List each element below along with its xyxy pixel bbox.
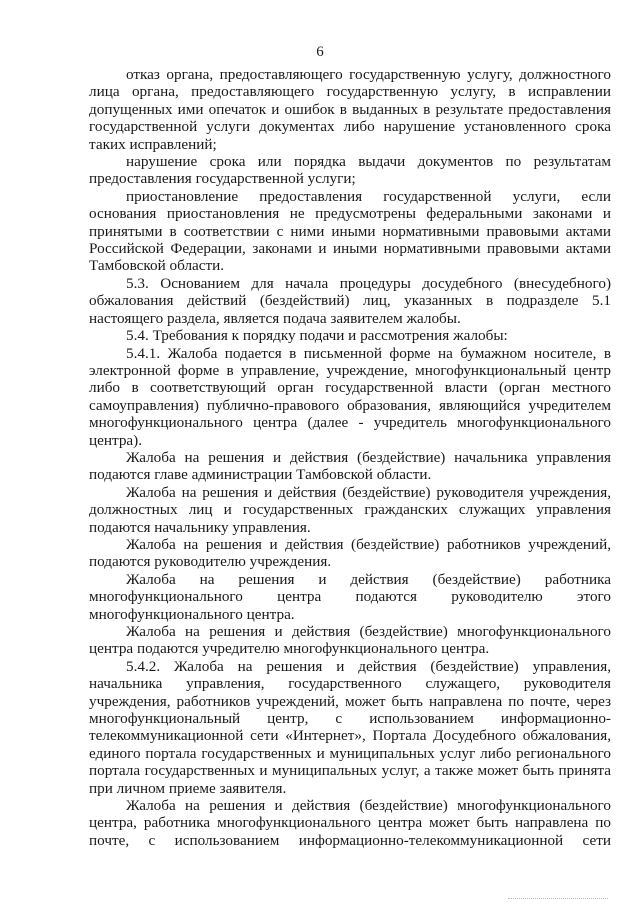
paragraph-5-4-1: 5.4.1. Жалоба подается в письменной форме на бумажном носителе, в электронной форме в управление, учреждение, многофункциональный центр либо в соответствующий орган государственной власти (орган местного самоуправления) публично-правового образования, являющийся учредителем многофункционального центра (далее - учредитель многофункционального центра). [89, 344, 611, 449]
scan-artifact [508, 898, 608, 901]
paragraph-complaint-mfc-channels: Жалоба на решения и действия (бездействие) многофункционального центра, работника многофункционального центра может быть направлена по почте, с использованием информационно-телекоммуникационной сети [89, 797, 611, 849]
paragraph-complaint-head: Жалоба на решения и действия (бездействие) начальника управления подаются главе администрации Тамбовской области. [89, 448, 611, 484]
paragraph-complaint-mfc: Жалоба на решения и действия (бездействие) многофункционального центра подаются учредителю многофункционального центра. [89, 623, 611, 658]
page-number: 6 [316, 44, 324, 60]
paragraph-5-4-2: 5.4.2. Жалоба на решения и действия (бездействие) управления, начальника управления, государственного служащего, руководителя учреждения, работников учреждений, может быть направлена по почте, через многофункциональный центр, с использованием информационно-телекоммуникационной сети «Интернет», Портала Досудебного обжалования, единого портала государственных и муниципальных услуг либо регионального портала государственных и муниципальных услуг, а также может быть принята при личном приеме заявителя. [89, 657, 611, 797]
document-body [89, 66, 611, 849]
paragraph-complaint-institution-staff: Жалоба на решения и действия (бездействие) работников учреждений, подаются руководителю учреждения. [89, 535, 611, 571]
paragraph-deadline-violation: нарушение срока или порядка выдачи документов по результатам предоставления государственной услуги; [89, 153, 611, 188]
paragraph-suspension: приостановление предоставления государственной услуги, если основания приостановления не предусмотрены федеральными законами и принятыми в соответствии с ними иными нормативными правовыми актами Российской Федерации, законами и иными нормативными правовыми актами Тамбовской области. [89, 187, 611, 275]
paragraph-complaint-institution-head: Жалоба на решения и действия (бездействие) руководителя учреждения, должностных лиц и государственных гражданских служащих управления подаются начальнику управления. [89, 483, 611, 536]
paragraph-5-3: 5.3. Основанием для начала процедуры досудебного (внесудебного) обжалования действий (бездействий) лиц, указанных в подразделе 5.1 настоящего раздела, является подача заявителем жалобы. [89, 274, 611, 327]
paragraph-refusal-corrections: отказ органа, предоставляющего государственную услугу, должностного лица органа, предоставляющего государственную услугу, в исправлении допущенных ими опечаток и ошибок в выданных в результате предоставления государственной услуги документах либо нарушение установленного срока таких исправлений; [89, 66, 611, 153]
paragraph-5-4: 5.4. Требования к порядку подачи и рассмотрения жалобы: [126, 327, 508, 345]
paragraph-complaint-mfc-worker: Жалоба на решения и действия (бездействие) работника многофункционального центра подаются руководителю этого многофункционального центра. [89, 570, 611, 623]
